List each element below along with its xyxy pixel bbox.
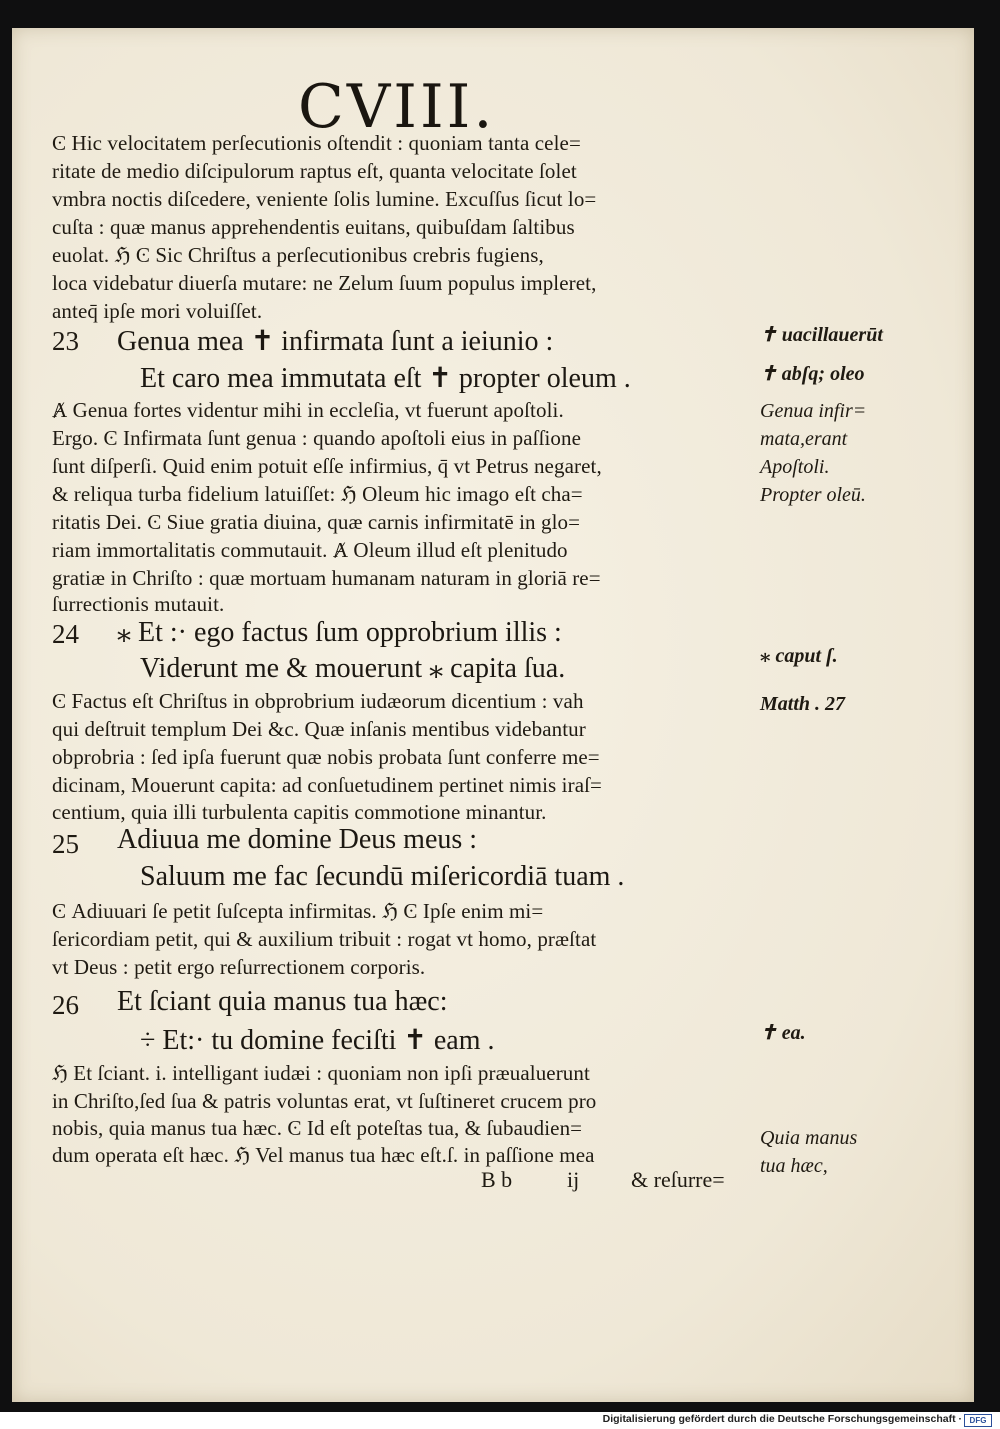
verse-line: ÷ Et:· tu domine feciſti ✝ eam .	[140, 1025, 495, 1056]
verse-line: Adiuua me domine Deus meus :	[117, 824, 478, 855]
commentary-line: ritatis Dei. Ͼ Siue gratia diuina, quæ carnis infirmitatē in glo=	[52, 510, 581, 534]
commentary-line: in Chriſto,ſed ſua & patris voluntas erat, vt ſuſtineret crucem pro	[52, 1089, 597, 1113]
funding-credit: Digitalisierung gefördert durch die Deutsche Forschungsgemeinschaft ·	[602, 1413, 962, 1425]
margin-note: ✝ uacillauerūt	[760, 324, 883, 346]
commentary-line: Ⱥ Genua fortes videntur mihi in eccleſia, vt fuerunt apoſtoli.	[52, 398, 564, 422]
margin-note: Matth . 27	[760, 693, 846, 715]
margin-note: tua hæc,	[760, 1155, 828, 1177]
verse-line: Et ſciant quia manus tua hæc:	[117, 986, 448, 1017]
verse-number: 23	[52, 326, 79, 356]
verse-line: Et caro mea immutata eſt ✝ propter oleum .	[140, 363, 631, 394]
margin-note: ⁎ caput ſ.	[760, 645, 838, 667]
commentary-line: nobis, quia manus tua hæc. Ͼ Id eſt poteſtas tua, & ſubaudien=	[52, 1116, 583, 1140]
commentary-line: centium, quia illi turbulenta capitis commotione minantur.	[52, 800, 547, 824]
commentary-line: vmbra noctis diſcedere, veniente ſolis lumine. Excuſſus ſicut lo=	[52, 187, 597, 211]
commentary-line: vt Deus : petit ergo reſurrectionem corporis.	[52, 955, 426, 979]
commentary-line: gratiæ in Chriſto : quæ mortuam humanam naturam in gloriā re=	[52, 566, 601, 590]
commentary-line: dicinam, Mouerunt capita: ad conſuetudinem pertinet nimis iraſ=	[52, 773, 602, 797]
commentary-line: ſericordiam petit, qui & auxilium tribuit : rogat vt homo, præſtat	[52, 927, 597, 951]
commentary-line: anteq̄ ipſe mori voluiſſet.	[52, 299, 263, 323]
commentary-line: loca videbatur diuerſa mutare: ne Zelum ſuum populus impleret,	[52, 271, 597, 295]
margin-note: Apoſtoli.	[760, 456, 830, 478]
commentary-line: cuſta : quæ manus apprehendentis euitans, quibuſdam ſaltibus	[52, 215, 575, 239]
margin-note: Propter oleū.	[760, 484, 866, 506]
verse-line: Genua mea ✝ infirmata ſunt a ieiunio :	[117, 326, 554, 357]
commentary-line: euolat. ℌ Ͼ Sic Chriſtus a perſecutionibus crebris fugiens,	[52, 243, 544, 267]
commentary-line: ℌ Et ſciant. i. intelligant iudæi : quoniam non ipſi præualuerunt	[52, 1061, 590, 1085]
commentary-line: ſunt diſperſi. Quid enim potuit eſſe infirmius, q̄ vt Petrus negaret,	[52, 454, 602, 478]
commentary-line: qui deſtruit templum Dei &c. Quæ inſanis mentibus videbantur	[52, 717, 586, 741]
verse-number: 26	[52, 990, 79, 1020]
margin-note: ✝ ea.	[760, 1022, 806, 1044]
commentary-line: dum operata eſt hæc. ℌ Vel manus tua hæc eſt.ſ. in paſſione mea	[52, 1143, 595, 1167]
commentary-line: Ergo. Ͼ Infirmata ſunt genua : quando apoſtoli eius in paſſione	[52, 426, 582, 450]
verse-number: 25	[52, 829, 79, 859]
margin-note: mata,erant	[760, 428, 848, 450]
commentary-line: Ͼ Hic velocitatem perſecutionis oſtendit : quoniam tanta cele=	[52, 131, 581, 155]
folio-number: CVIII.	[298, 72, 496, 142]
commentary-line: ritate de medio diſcipulorum raptus eſt, quanta velocitate ſolet	[52, 159, 577, 183]
margin-note: Quia manus	[760, 1127, 858, 1149]
commentary-line: ſurrectionis mutauit.	[52, 592, 225, 616]
commentary-line: Ͼ Factus eſt Chriſtus in obprobrium iudæorum dicentium : vah	[52, 689, 584, 713]
commentary-line: & reliqua turba fidelium latuiſſet: ℌ Oleum hic imago eſt cha=	[52, 482, 583, 506]
signature-number: ij	[567, 1167, 580, 1192]
verse-line: Viderunt me & mouerunt ⁎ capita ſua.	[140, 653, 566, 684]
commentary-line: obprobria : ſed ipſa fuerunt quæ nobis probata ſunt conferre me=	[52, 745, 600, 769]
commentary-line: riam immortalitatis commutauit. Ⱥ Oleum illud eſt plenitudo	[52, 538, 568, 562]
signature-mark: B b	[481, 1167, 513, 1192]
verse-number: 24	[52, 619, 79, 649]
verse-line: ⁎ Et :· ego factus ſum opprobrium illis :	[117, 617, 562, 648]
margin-note: Genua infir=	[760, 400, 867, 422]
commentary-line: Ͼ Adiuuari ſe petit ſuſcepta infirmitas. ℌ Ͼ Ipſe enim mi=	[52, 899, 544, 923]
dfg-logo[interactable]: DFG	[964, 1414, 992, 1427]
margin-note: ✝ abſq; oleo	[760, 363, 865, 385]
catchword: & reſurre=	[631, 1167, 725, 1192]
verse-line: Saluum me fac ſecundū miſericordiā tuam .	[140, 861, 625, 892]
